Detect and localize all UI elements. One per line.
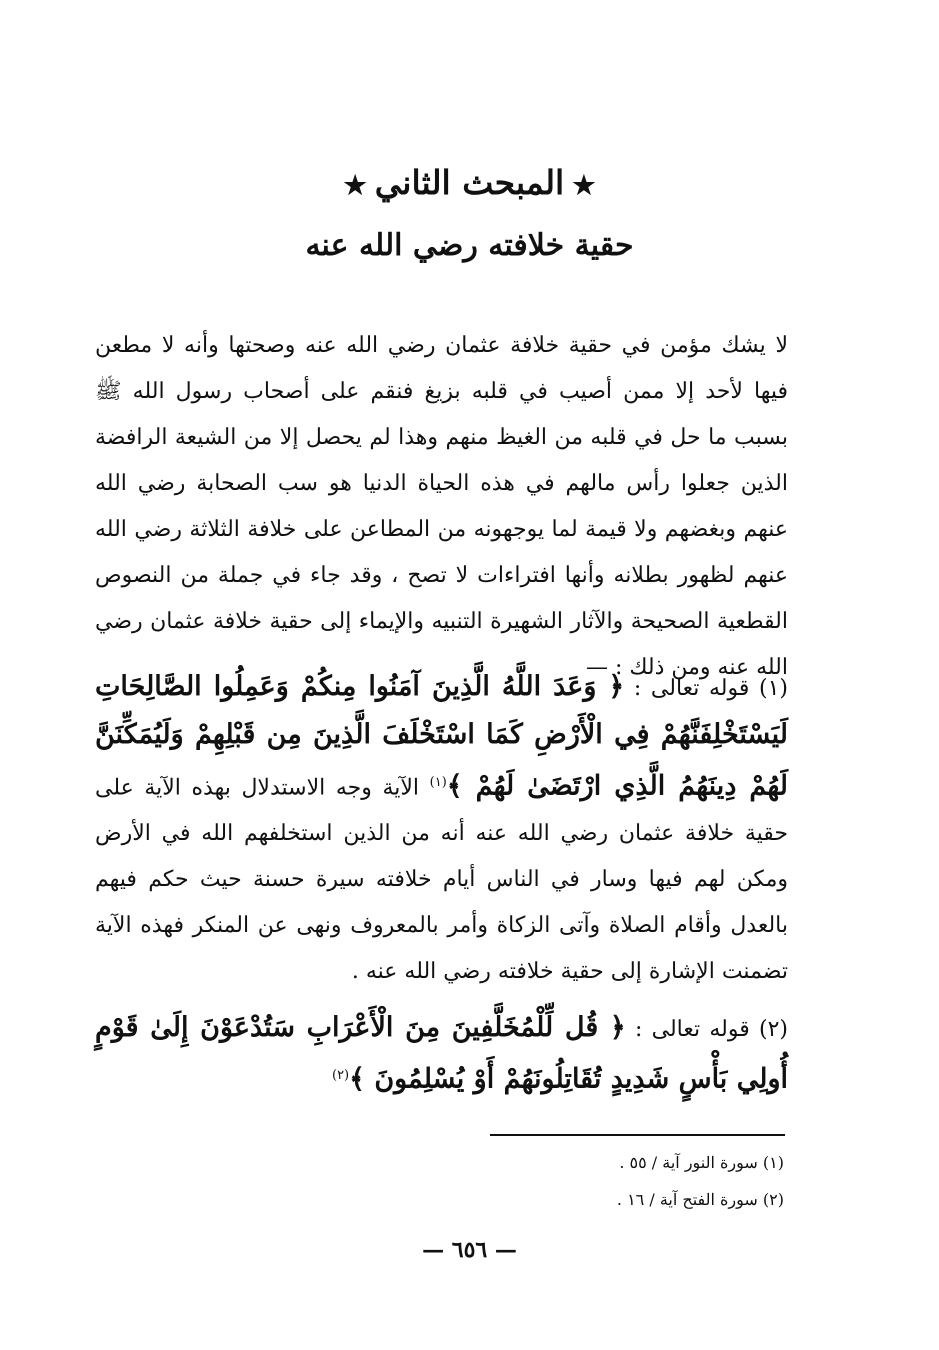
evidence-item-2 xyxy=(95,1005,788,1104)
footnote-1: (١) سورة النور آية / ٥٥ . xyxy=(619,1153,784,1172)
section-heading xyxy=(0,163,939,202)
item-2-intro: (٢) قوله تعالى : xyxy=(634,1017,788,1042)
footnote-separator xyxy=(490,1134,785,1136)
footnote-ref-1: (١) xyxy=(429,775,447,790)
footnote-ref-2: (٢) xyxy=(331,1068,350,1083)
star-icon: ★ xyxy=(343,171,367,201)
item-1-commentary: الآية وجه الاستدلال بهذه الآية على حقية خلافة عثمان رضي الله عنه أنه من الذين استخلفهم الله في الأرض ومكن لهم فيها وسار في الناس أيام خلافته سيرة حسنة حيث حكم فيهم بالعدل وأقام الصلاة وآتى الزكاة وأمر بالمعروف ونهى عن المنكر فهذه الآية تضمنت الإشارة إلى حقية خلافته رضي الله عنه . xyxy=(95,775,788,985)
star-icon: ★ xyxy=(572,171,596,201)
section-subtitle: حقية خلافته رضي الله عنه xyxy=(305,228,634,263)
footnote-2: (٢) سورة الفتح آية / ١٦ . xyxy=(616,1190,784,1209)
item-2-quran-verse: ﴿ قُل لِّلْمُخَلَّفِينَ مِنَ الْأَعْرَابِ سَتُدْعَوْنَ إِلَىٰ قَوْمٍ أُولِي بَأْسٍ شَدِيدٍ تُقَاتِلُونَهُمْ أَوْ يُسْلِمُونَ ﴾ xyxy=(95,1012,788,1095)
item-1-intro: (١) قوله تعالى : xyxy=(633,676,789,701)
section-title: المبحث الثاني xyxy=(374,163,565,202)
evidence-item-1 xyxy=(95,664,788,995)
intro-paragraph: لا يشك مؤمن في حقية خلافة عثمان رضي الله عنه وصحتها وأنه لا مطعن فيها لأحد إلا ممن أصيب في قلبه بزيغ فنقم على أصحاب رسول الله ﷺ بسبب ما حل في قلبه من الغيظ منهم وهذا لم يحصل إلا من الشيعة الرافضة الذين جعلوا رأس مالهم في هذه الحياة الدنيا هو سب الصحابة رضي الله عنهم وبغضهم ولا قيمة لما يوجهونه من المطاعن على خلافة الثلاثة رضي الله عنهم لظهور بطلانه وأنها افتراءات لا تصح ، وقد جاء في جملة من النصوص القطعية الصحيحة والآثار الشهيرة التنبيه والإيماء إلى حقية خلافة عثمان رضي الله عنه ومن ذلك : — xyxy=(95,333,788,680)
page-number: — ٦٥٦ — xyxy=(422,1237,517,1263)
item-1-quran-verse: ﴿ وَعَدَ اللَّهُ الَّذِينَ آمَنُوا مِنكُمْ وَعَمِلُوا الصَّالِحَاتِ لَيَسْتَخْلِفَنَّهُمْ فِي الْأَرْضِ كَمَا اسْتَخْلَفَ الَّذِينَ مِن قَبْلِهِمْ وَلَيُمَكِّنَنَّ لَهُمْ دِينَهُمُ الَّذِي ارْتَضَىٰ لَهُمْ ﴾ xyxy=(95,671,788,802)
